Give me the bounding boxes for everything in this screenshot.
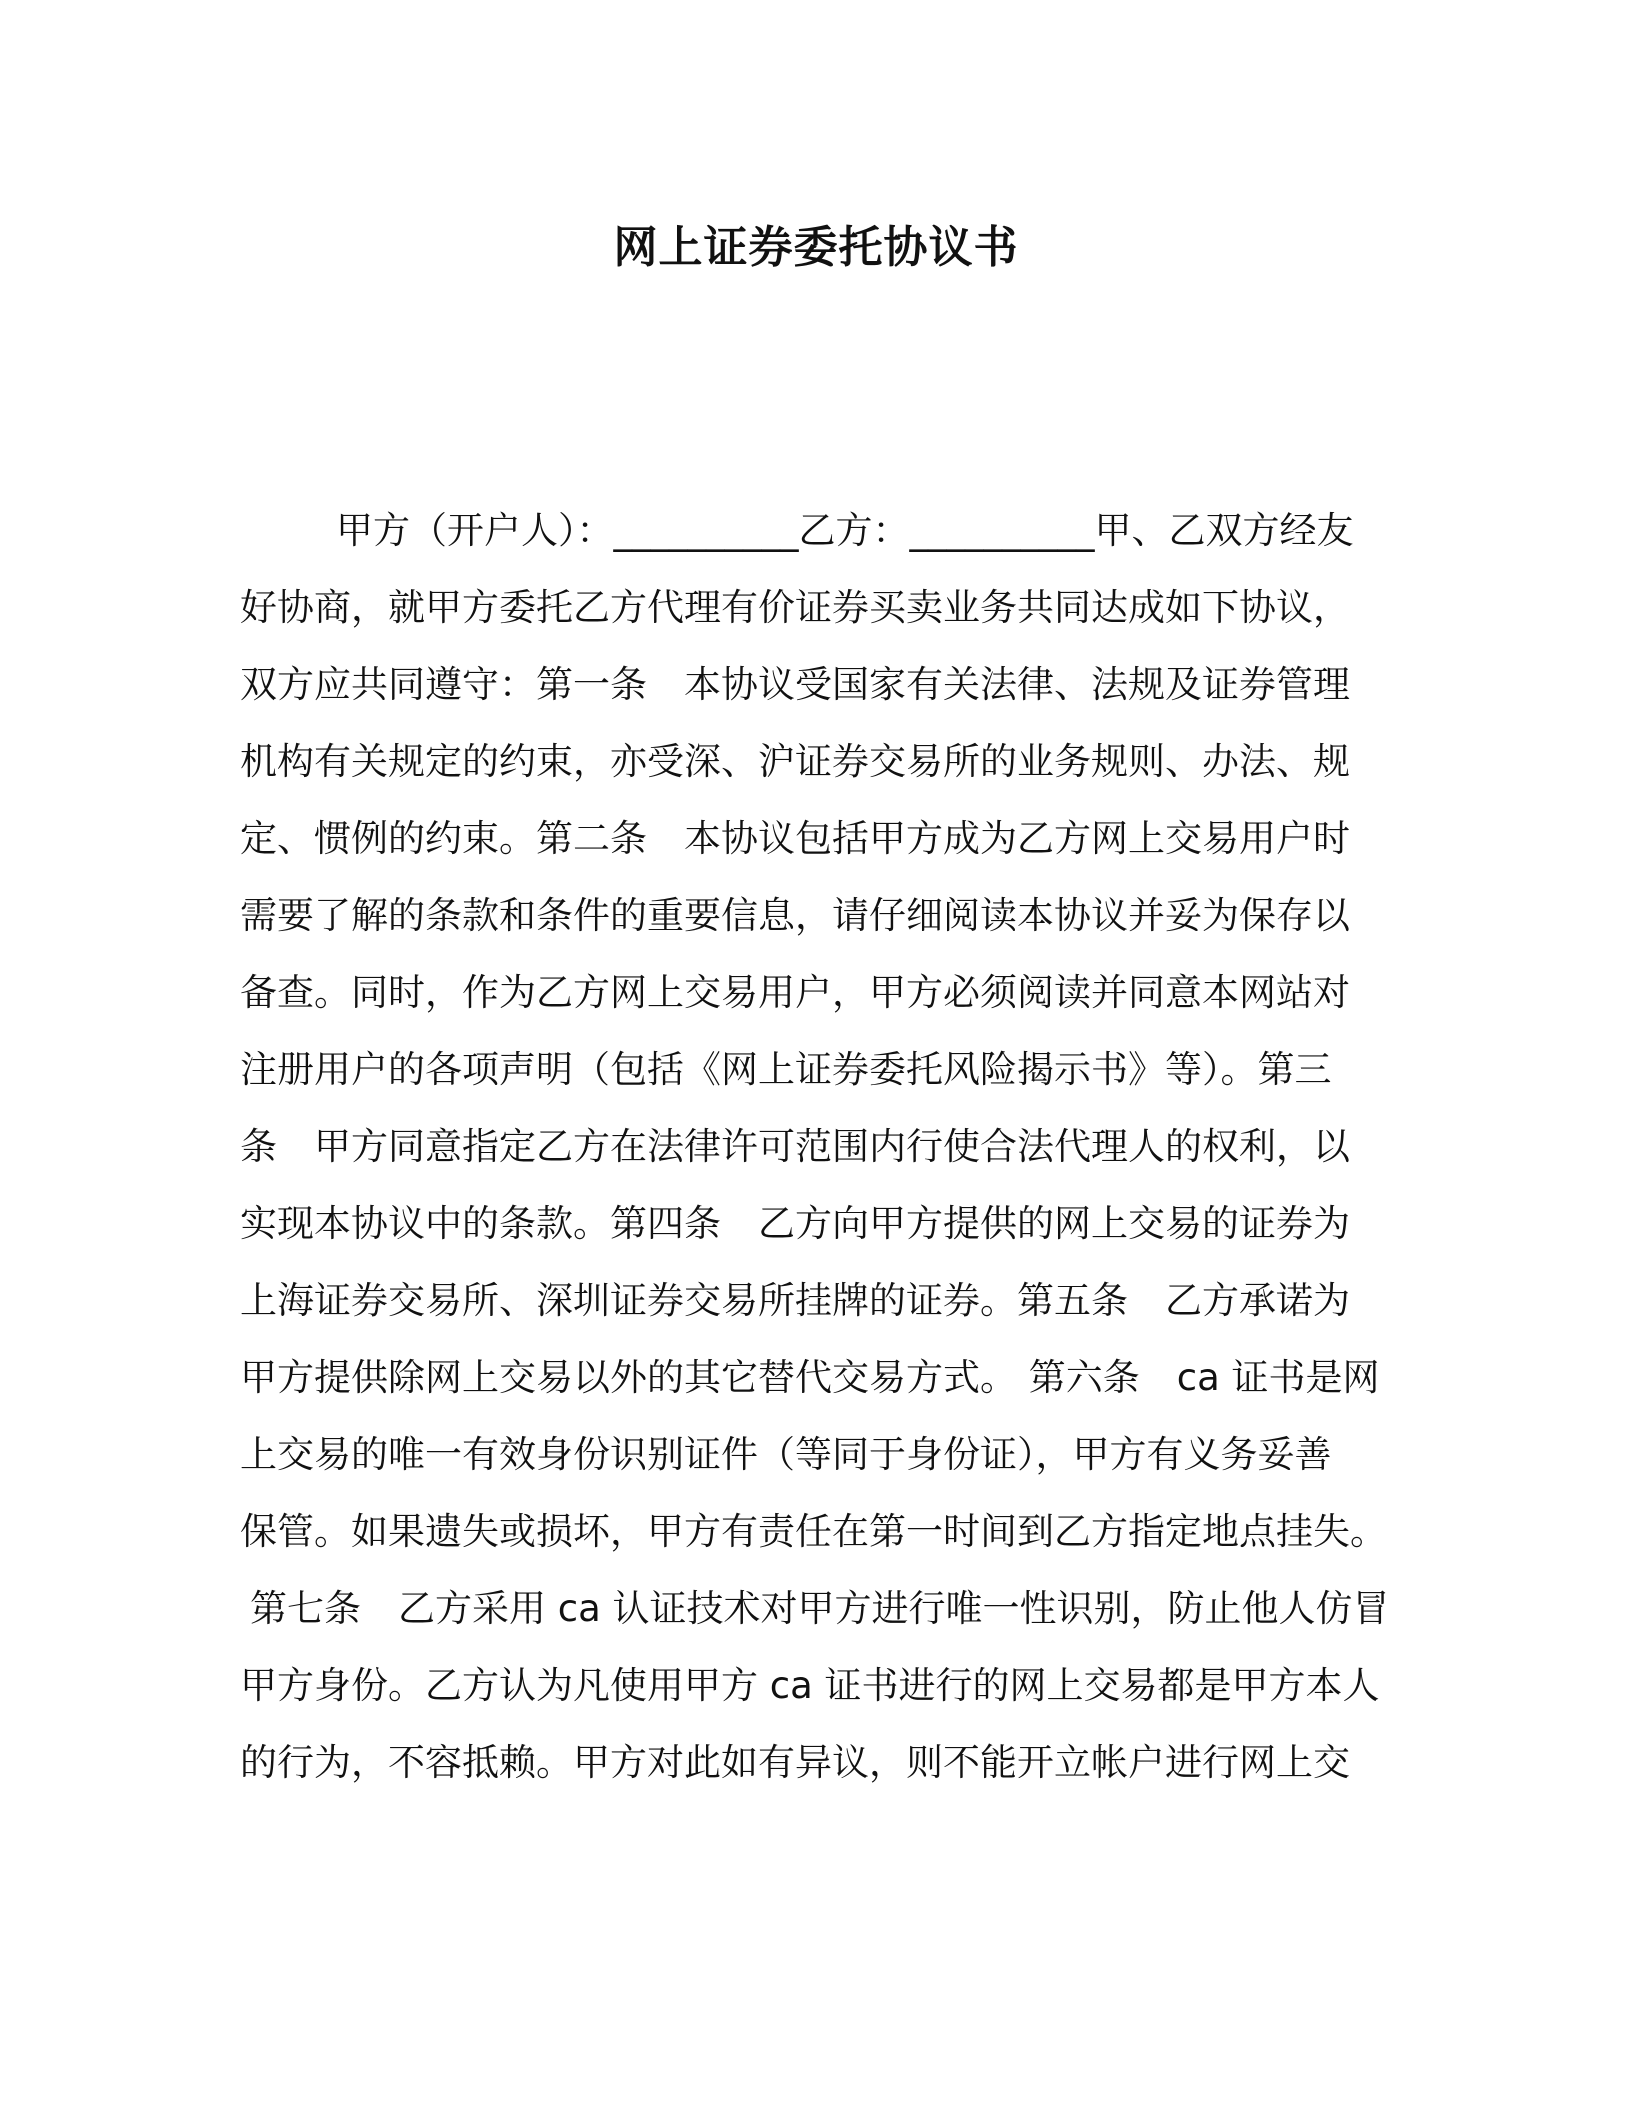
body-line-14: 保管。如果遗失或损坏，甲方有责任在第一时间到乙方指定地点挂失。 <box>240 1510 1387 1553</box>
body-line-8: 注册用户的各项声明（包括《网上证券委托风险揭示书》等）。第三 <box>240 1048 1332 1091</box>
body-line-16: 甲方身份。乙方认为凡使用甲方 ca 证书进行的网上交易都是甲方本人 <box>240 1664 1380 1707</box>
document-title: 网上证券委托协议书 <box>613 222 1019 273</box>
body-line-5: 定、惯例的约束。第二条 本协议包括甲方成为乙方网上交易用户时 <box>240 817 1350 860</box>
body-line-9: 条 甲方同意指定乙方在法律许可范围内行使合法代理人的权利，以 <box>240 1125 1350 1168</box>
body-line-2: 好协商，就甲方委托乙方代理有价证券买卖业务共同达成如下协议， <box>240 586 1350 629</box>
body-line-11: 上海证券交易所、深圳证券交易所挂牌的证券。第五条 乙方承诺为 <box>240 1279 1350 1322</box>
body-line-4: 机构有关规定的约束，亦受深、沪证券交易所的业务规则、办法、规 <box>240 740 1350 783</box>
body-line-3: 双方应共同遵守：第一条 本协议受国家有关法律、法规及证券管理 <box>240 663 1350 706</box>
body-line-10: 实现本协议中的条款。第四条 乙方向甲方提供的网上交易的证券为 <box>240 1202 1350 1245</box>
body-line-6: 需要了解的条款和条件的重要信息，请仔细阅读本协议并妥为保存以 <box>240 894 1350 937</box>
document-body <box>240 492 1400 1801</box>
body-line-12: 甲方提供除网上交易以外的其它替代交易方式。 第六条 ca 证书是网 <box>240 1356 1380 1399</box>
body-line-1: 甲方（开户人）：__________乙方：__________甲、乙双方经友 <box>336 509 1354 552</box>
body-line-15: 第七条 乙方采用 ca 认证技术对甲方进行唯一性识别，防止他人仿冒 <box>250 1587 1390 1630</box>
body-line-7: 备查。同时，作为乙方网上交易用户，甲方必须阅读并同意本网站对 <box>240 971 1350 1014</box>
body-line-17: 的行为，不容抵赖。甲方对此如有异议，则不能开立帐户进行网上交 <box>240 1741 1350 1784</box>
body-line-13: 上交易的唯一有效身份识别证件（等同于身份证），甲方有义务妥善 <box>240 1433 1332 1476</box>
